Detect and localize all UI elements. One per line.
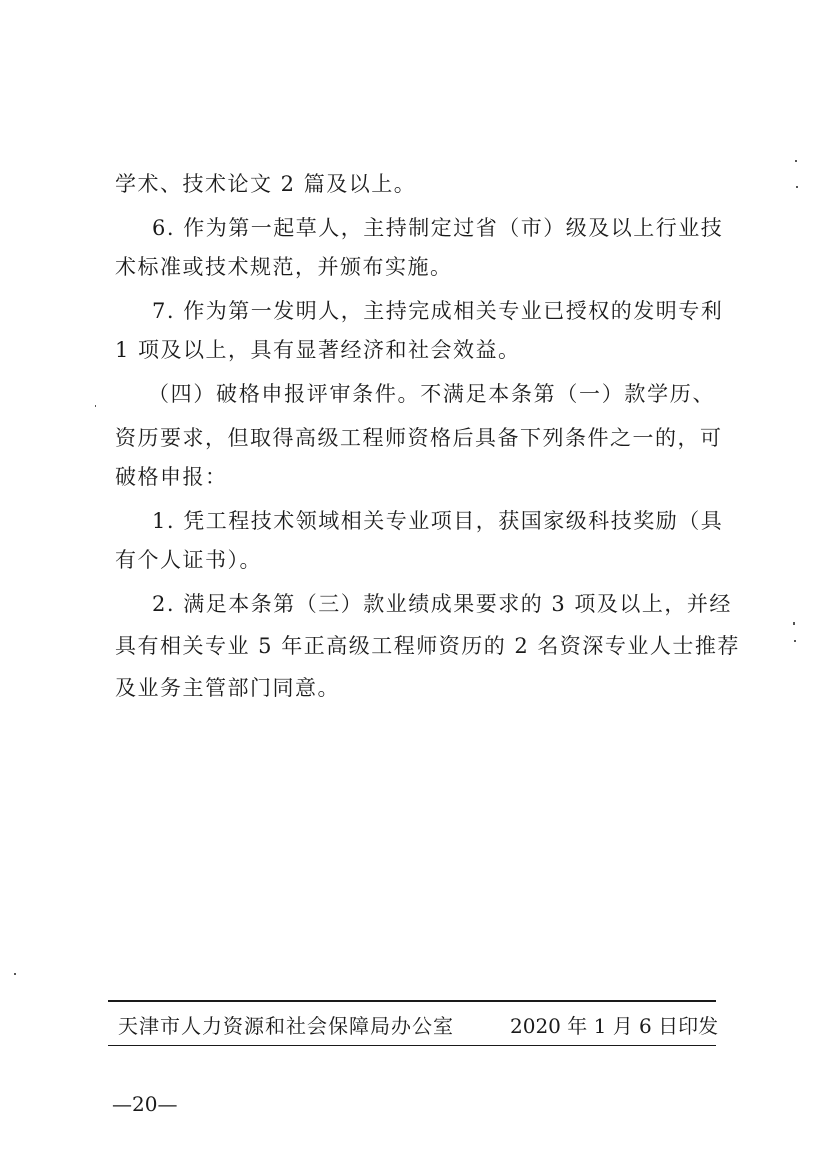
footer-issuer: 天津市人力资源和社会保障局办公室 (118, 1014, 454, 1038)
scan-speck (795, 160, 797, 162)
body-line-7: 资历要求，但取得高级工程师资格后具备下列条件之一的，可 (115, 426, 723, 450)
footer-issue-date: 2020 年 1 月 6 日印发 (510, 1014, 719, 1038)
body-line-5: 1 项及以上，具有显著经济和社会效益。 (115, 338, 521, 362)
scan-speck (14, 973, 16, 975)
footer-top-rule (108, 1000, 716, 1002)
body-line-1: 学术、技术论文 2 篇及以上。 (115, 172, 417, 196)
body-line-11: 2. 满足本条第（三）款业绩成果要求的 3 项及以上，并经 (152, 592, 732, 616)
body-line-6: （四）破格申报评审条件。不满足本条第（一）款学历、 (148, 382, 715, 406)
body-line-13: 及业务主管部门同意。 (115, 676, 340, 700)
body-line-12: 具有相关专业 5 年正高级工程师资历的 2 名资深专业人士推荐 (115, 634, 740, 658)
body-line-10: 有个人证书）。 (115, 548, 262, 572)
body-line-2: 6. 作为第一起草人，主持制定过省（市）级及以上行业技 (152, 216, 724, 240)
scan-speck (796, 186, 798, 188)
footer-bottom-rule (108, 1045, 716, 1046)
scan-speck (794, 640, 796, 642)
page-number: —20— (112, 1092, 178, 1116)
body-line-4: 7. 作为第一发明人，主持完成相关专业已授权的发明专利 (152, 299, 724, 323)
body-line-9: 1. 凭工程技术领域相关专业项目，获国家级科技奖励（具 (152, 509, 724, 533)
body-line-3: 术标准或技术规范，并颁布实施。 (115, 255, 453, 279)
body-line-8: 破格申报： (115, 465, 228, 489)
scan-speck (95, 405, 96, 407)
scan-speck (793, 622, 795, 625)
